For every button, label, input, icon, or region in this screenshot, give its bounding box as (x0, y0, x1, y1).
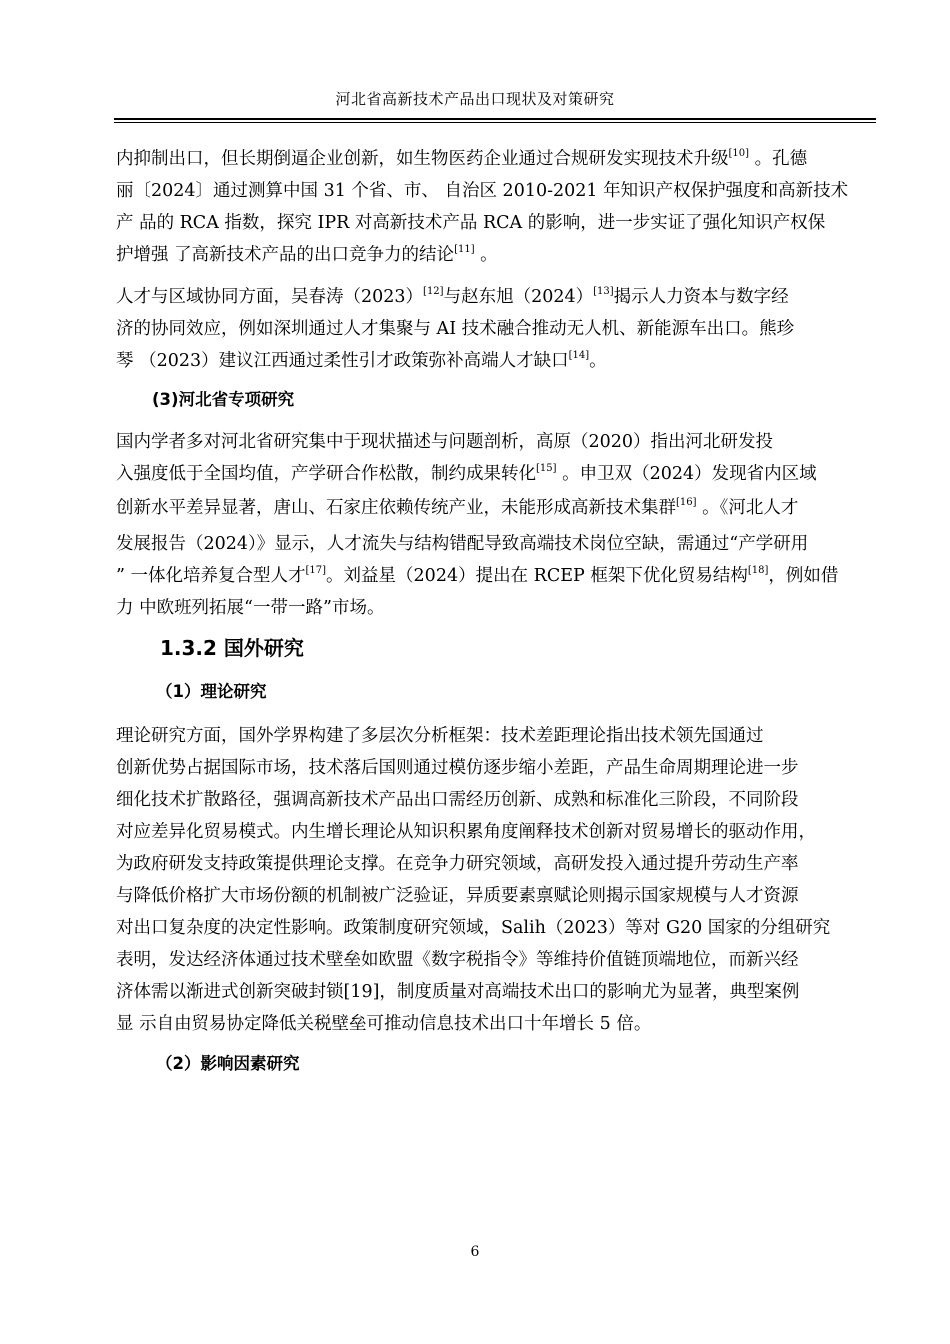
text-line: 济体需以渐进式创新突破封锁[19]，制度质量对高端技术出口的影响尤为显著，典型案例 (116, 982, 800, 1002)
subsection-heading: （1）理论研究 (156, 682, 267, 701)
section-title: 1.3.2 国外研究 (160, 636, 304, 660)
text-line: ” 一体化培养复合型人才[17]。刘益星（2024）提出在 RCEP 框架下优化贸易结构[18]，例如借 (116, 565, 839, 586)
text-line: 对出口复杂度的决定性影响。政策制度研究领域，Salih（2023）等对 G20 国家的分组研究 (116, 918, 831, 938)
text-line: 创新优势占据国际市场，技术落后国则通过模仿逐步缩小差距，产品生命周期理论进一步 (116, 758, 799, 778)
text-line: 显 示自由贸易协定降低关税壁垒可推动信息技术出口十年增长 5 倍。 (116, 1014, 652, 1034)
text-line: 力 中欧班列拓展“一带一路”市场。 (116, 598, 385, 618)
text-line: 细化技术扩散路径，强调高新技术产品出口需经历创新、成熟和标准化三阶段，不同阶段 (116, 790, 799, 810)
header-rule-thick (114, 118, 876, 120)
running-header: 河北省高新技术产品出口现状及对策研究 (335, 90, 615, 108)
text-line: 表明，发达经济体通过技术壁垒如欧盟《数字税指令》等维持价值链顶端地位，而新兴经 (116, 950, 799, 970)
text-line: 人才与区域协同方面，吴春涛（2023）[12]与赵东旭（2024）[13]揭示人力资本与数字经 (116, 286, 789, 307)
text-line: 产 品的 RCA 指数，探究 IPR 对高新技术产品 RCA 的影响，进一步实证了强化知识产权保 (116, 213, 826, 233)
text-line: 与降低价格扩大市场份额的机制被广泛验证，异质要素禀赋论则揭示国家规模与人才资源 (116, 886, 799, 906)
text-line: 为政府研发支持政策提供理论支撑。在竞争力研究领域，高研发投入通过提升劳动生产率 (116, 854, 799, 874)
text-line: 发展报告（2024）》显示，人才流失与结构错配导致高端技术岗位空缺，需通过“产学研用 (116, 534, 809, 554)
text-line: 创新水平差异显著，唐山、石家庄依赖传统产业，未能形成高新技术集群[16] 。《河北人才 (116, 497, 799, 518)
subsection-heading: （2）影响因素研究 (156, 1054, 300, 1073)
section-heading: (3)河北省专项研究 (152, 390, 295, 409)
text-line: 丽〔2024〕通过测算中国 31 个省、市、 自治区 2010-2021 年知识产权保护强度和高新技术 (116, 181, 849, 201)
text-line: 国内学者多对河北省研究集中于现状描述与问题剖析，高原（2020）指出河北研发投 (116, 432, 774, 452)
text-line: 内抑制出口，但长期倒逼企业创新，如生物医药企业通过合规研发实现技术升级[10] 。孔德 (116, 148, 808, 169)
text-line: 对应差异化贸易模式。内生增长理论从知识积累角度阐释技术创新对贸易增长的驱动作用， (116, 822, 816, 842)
text-line: 入强度低于全国均值，产学研合作松散，制约成果转化[15] 。申卫双（2024）发现省内区域 (116, 463, 817, 484)
text-line: 琴 （2023）建议江西通过柔性引才政策弥补高端人才缺口[14]。 (116, 350, 607, 371)
header-rule-thin (114, 122, 876, 123)
text-line: 理论研究方面，国外学界构建了多层次分析框架：技术差距理论指出技术领先国通过 (116, 726, 764, 746)
text-line: 护增强 了高新技术产品的出口竞争力的结论[11] 。 (116, 244, 498, 265)
page-number: 6 (470, 1244, 480, 1260)
text-line: 济的协同效应，例如深圳通过人才集聚与 AI 技术融合推动无人机、新能源车出口。熊珍 (116, 319, 795, 339)
